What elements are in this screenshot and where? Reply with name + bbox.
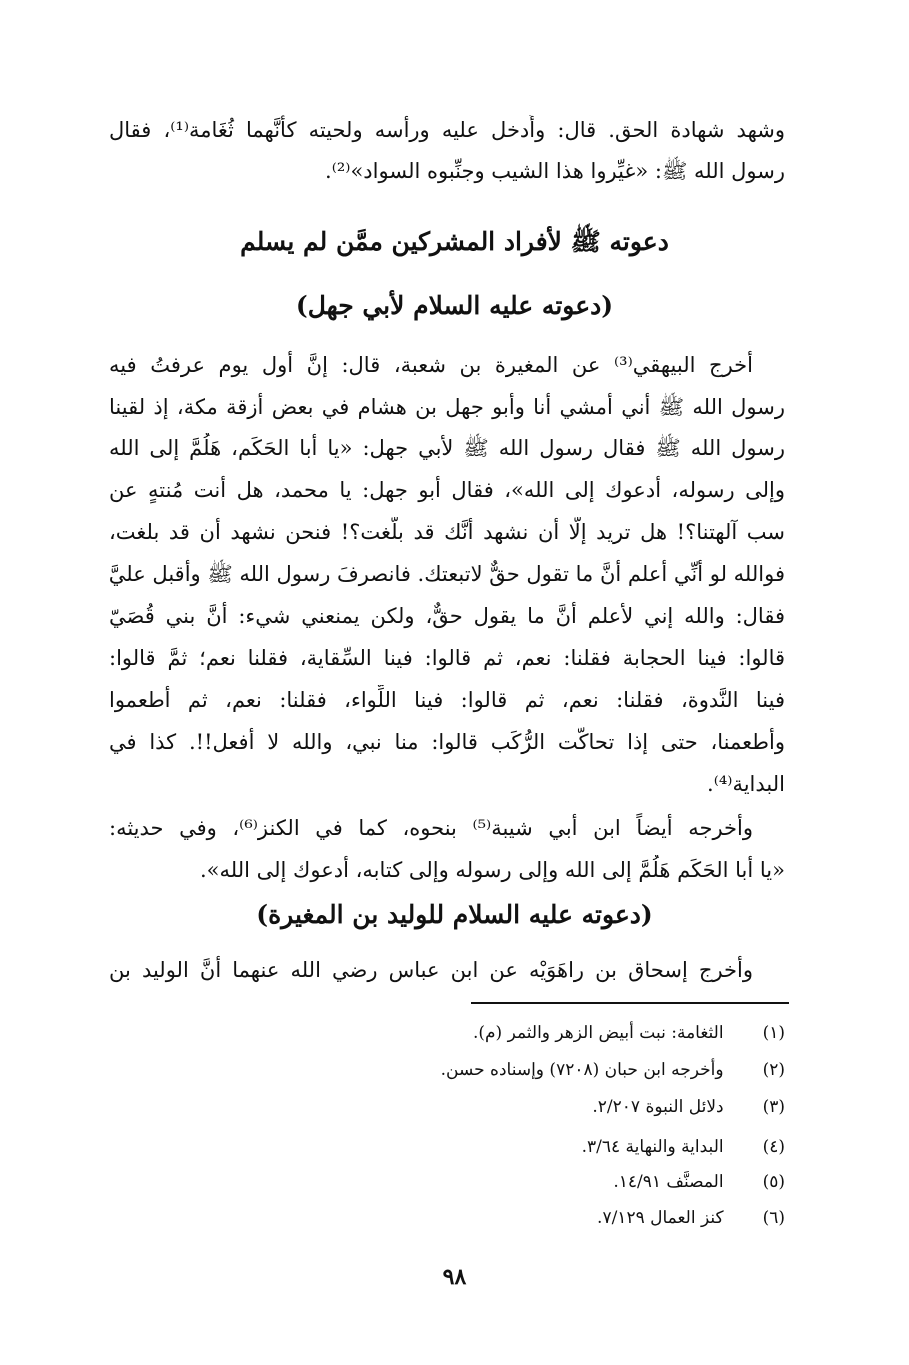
paragraph-line: أخرج البيهقي⁽³⁾ عن المغيرة بن شعبة، قال: إنَّ أول يوم عرفتُ فيه: [109, 353, 753, 377]
paragraph-line: سب آلهتنا؟! هل تريد إلَّا أن نشهد أنَّك قد بلَّغت؟! فنحن نشهد أن قد بلغت،: [109, 520, 785, 544]
subsection-heading: (دعوته عليه السلام لأبي جهل): [295, 291, 614, 320]
section-heading: دعوته ﷺ لأفراد المشركين ممَّن لم يسلم: [240, 227, 669, 256]
footnote-number: (٦): [762, 1208, 785, 1228]
body-line: رسول الله ﷺ: «غيِّروا هذا الشيب وجنِّبوه السواد»⁽²⁾.: [325, 159, 785, 183]
footnote-number: (٢): [762, 1060, 785, 1080]
footnote-number: (١): [762, 1023, 785, 1043]
paragraph-line: وأخرجه أيضاً ابن أبي شيبة⁽⁵⁾ بنحوه، كما في الكنز⁽⁶⁾، وفي حديثه:: [109, 816, 753, 840]
footnote: [109, 1170, 785, 1194]
paragraph-line: فينا النَّدوة، فقلنا: نعم، ثم قالوا: فينا اللِّواء، فقلنا: نعم، ثم أطعموا: [109, 688, 785, 712]
footnote-text: دلائل النبوة ٢/٢٠٧.: [592, 1097, 724, 1117]
footnote-text: وأخرجه ابن حبان (٧٢٠٨) وإسناده حسن.: [440, 1060, 724, 1080]
footnote-number: (٥): [762, 1172, 785, 1192]
paragraph-line: «يا أبا الحَكَم هَلُمَّ إلى الله وإلى رسوله وإلى كتابه، أدعوك إلى الله».: [199, 858, 785, 882]
footnote-text: المصنَّف ١٤/٩١.: [613, 1172, 724, 1192]
footnote: [109, 1021, 785, 1045]
footnote: [109, 1095, 785, 1119]
paragraph-line: قالوا: فينا الحجابة فقلنا: نعم، ثم قالوا: فينا السِّقاية، فقلنا نعم؛ ثمَّ قالوا:: [109, 646, 785, 670]
paragraph-line: فقال: والله إني لأعلم أنَّ ما يقول حقٌّ، ولكن يمنعني شيء: أنَّ بني قُصَيّ: [109, 604, 785, 628]
footnote-text: الثغامة: نبت أبيض الزهر والثمر (م).: [472, 1023, 724, 1043]
paragraph-line: البداية⁽⁴⁾.: [707, 772, 785, 796]
footnote: [109, 1206, 785, 1230]
subsection-heading: (دعوته عليه السلام للوليد بن المغيرة): [256, 900, 653, 929]
paragraph-line: رسول الله ﷺ فقال رسول الله ﷺ لأبي جهل: «يا أبا الحَكَم، هَلُمَّ إلى الله: [109, 436, 785, 460]
page-number: ٩٨: [442, 1264, 467, 1290]
paragraph-line: وأطعمنا، حتى إذا تحاكَّت الرُّكَب قالوا: منا نبي، والله لا أفعل!!. كذا في: [109, 730, 785, 754]
footnote-text: كنز العمال ٧/١٢٩.: [597, 1208, 724, 1228]
body-line: وشهد شهادة الحق. قال: وأُدخل عليه ورأسه ولحيته كأنَّهما ثُغَامة⁽¹⁾، فقال: [109, 118, 785, 142]
paragraph-line: رسول الله ﷺ أني أمشي أنا وأبو جهل بن هشام في بعض أزقة مكة، إذ لقينا: [109, 395, 785, 419]
paragraph-line: وأخرج إسحاق بن راهَوَيْه عن ابن عباس رضي الله عنهما أنَّ الوليد بن: [109, 958, 753, 982]
footnote-number: (٤): [762, 1137, 785, 1157]
footnote-text: البداية والنهاية ٣/٦٤.: [581, 1137, 724, 1157]
paragraph-line: فوالله لو أنِّي أعلم أنَّ ما تقول حقٌّ لاتبعتك. فانصرفَ رسول الله ﷺ وأقبل عليَّ: [109, 562, 785, 586]
footnote: [109, 1135, 785, 1159]
footnote-number: (٣): [762, 1097, 785, 1117]
footnote-separator: [471, 1002, 789, 1004]
footnote: [109, 1058, 785, 1082]
paragraph-line: وإلى رسوله، أدعوك إلى الله»، فقال أبو جهل: يا محمد، هل أنت مُنتهٍ عن: [109, 478, 785, 502]
